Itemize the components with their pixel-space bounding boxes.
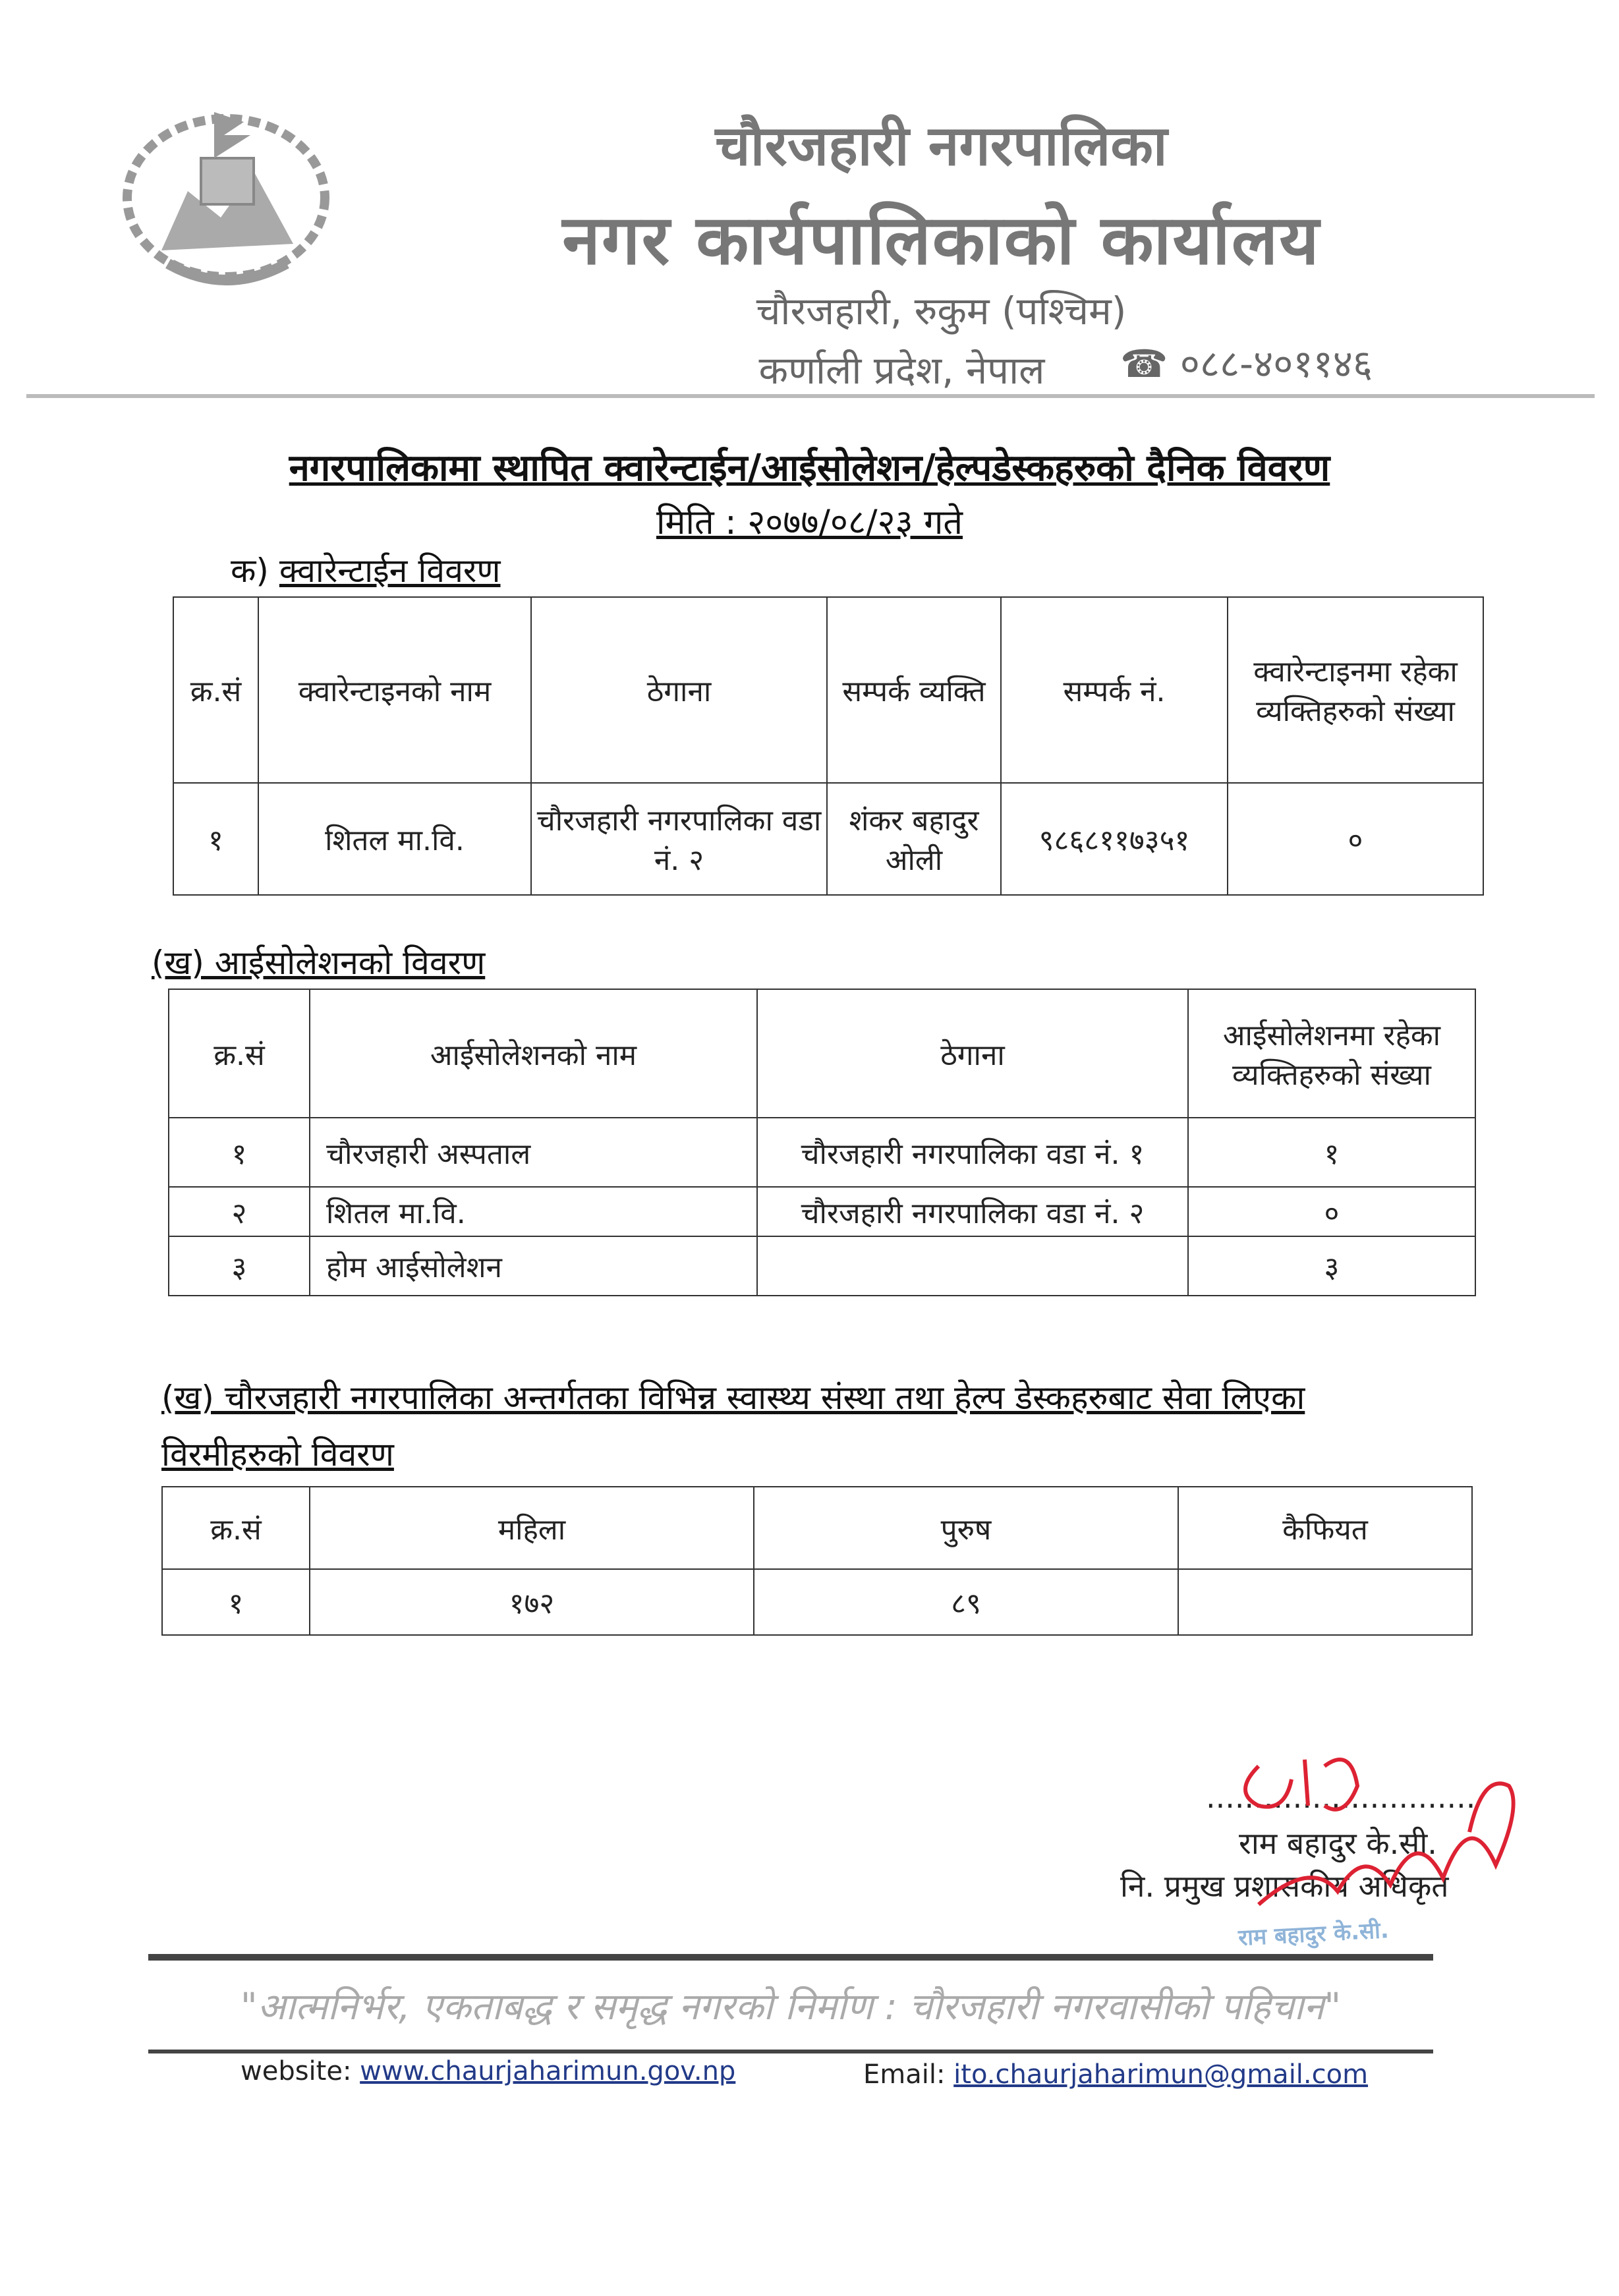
stamp-line: राम बहादुर के.सी. [1237, 1917, 1390, 1951]
col-sn: क्र.सं [173, 597, 258, 783]
document-title: नगरपालिकामा स्थापित क्वारेन्टाईन/आईसोलेशन/हेल्पडेस्कहरुको दैनिक विवरण [289, 447, 1330, 490]
isolation-table [168, 989, 1476, 1296]
cell-count: १ [1188, 1118, 1475, 1187]
handwritten-signature [1219, 1727, 1548, 1918]
cell-sn: १ [169, 1118, 310, 1187]
col-male: पुरुष [754, 1487, 1178, 1569]
cell-sn: १ [173, 783, 258, 895]
col-address: ठेगाना [531, 597, 827, 783]
cell-contact-number: ९८६८११७३५१ [1001, 783, 1228, 895]
signatory-name: राम बहादुर के.सी. [1239, 1825, 1437, 1861]
services-heading [161, 1374, 1492, 1476]
official-stamp [1237, 1907, 1517, 1981]
website-link[interactable]: www.chaurjaharimun.gov.np [360, 2056, 736, 2086]
table-row [169, 1236, 1475, 1296]
col-quarantine-name: क्वारेन्टाइनको नाम [258, 597, 531, 783]
cell-sn: २ [169, 1187, 310, 1236]
table-header-row [173, 597, 1483, 783]
services-heading-line2: विरमीहरुको विवरण [161, 1435, 394, 1474]
cell-sn: ३ [169, 1236, 310, 1296]
cell-name: चौरजहारी अस्पताल [310, 1118, 757, 1187]
col-contact-number: सम्पर्क नं. [1001, 597, 1228, 783]
services-heading-line1: (ख) चौरजहारी नगरपालिका अन्तर्गतका विभिन्न स्वास्थ्य संस्था तथा हेल्प डेस्कहरुबाट सेवा लिएका [161, 1379, 1305, 1417]
address-line-1: चौरजहारी, रुकुम (पश्चिम) [756, 289, 1127, 333]
email-label: Email: [863, 2059, 946, 2090]
table-header-row [169, 989, 1475, 1118]
quarantine-heading-text: क्वारेन्टाईन विवरण [279, 552, 501, 590]
col-address: ठेगाना [757, 989, 1188, 1118]
website-block [241, 2056, 735, 2086]
phone-block [1120, 336, 1373, 388]
cell-name: शितल मा.वि. [310, 1187, 757, 1236]
document-date: मिति : २०७७/०८/२३ गते [656, 503, 963, 542]
cell-address: चौरजहारी नगरपालिका वडा नं. १ [757, 1118, 1188, 1187]
cell-remarks [1178, 1569, 1472, 1635]
signature-dots: ............................ [1206, 1779, 1476, 1815]
cell-name: शितल मा.वि. [258, 783, 531, 895]
col-isolation-name: आईसोलेशनको नाम [310, 989, 757, 1118]
col-remarks: कैफियत [1178, 1487, 1472, 1569]
quarantine-table [173, 596, 1484, 896]
telephone-icon: ☎ [1120, 341, 1168, 386]
col-female: महिला [310, 1487, 754, 1569]
services-table [161, 1486, 1473, 1636]
email-block [863, 2059, 1368, 2090]
footer-divider-bottom [148, 2050, 1433, 2053]
col-sn: क्र.सं [162, 1487, 310, 1569]
footer-divider-top [148, 1954, 1433, 1961]
cell-address: चौरजहारी नगरपालिका वडा नं. २ [531, 783, 827, 895]
col-sn: क्र.सं [169, 989, 310, 1118]
cell-count: ० [1188, 1187, 1475, 1236]
org-name: चौरजहारी नगरपालिका [715, 113, 1168, 178]
col-persons-count: आईसोलेशनमा रहेका व्यक्तिहरुको संख्या [1188, 989, 1475, 1118]
office-name: नगर कार्यपालिकाको कार्यालय [562, 200, 1321, 280]
cell-name: होम आईसोलेशन [310, 1236, 757, 1296]
col-contact-person: सम्पर्क व्यक्ति [827, 597, 1001, 783]
cell-address [757, 1236, 1188, 1296]
address-line-2: कर्णाली प्रदेश, नेपाल [758, 348, 1045, 393]
footer-slogan: "आत्मनिर्भर, एकताबद्ध र समृद्ध नगरको निर्माण : चौरजहारी नगरवासीको पहिचान" [240, 1986, 1342, 2028]
cell-count: ० [1228, 783, 1483, 895]
header-divider [26, 394, 1595, 398]
signatory-designation: नि. प्रमुख प्रशासकीय अधिकृत [1120, 1868, 1449, 1904]
col-persons-count: क्वारेन्टाइनमा रहेका व्यक्तिहरुको संख्या [1228, 597, 1483, 783]
quarantine-heading-prefix: क) [231, 552, 269, 590]
table-row [162, 1569, 1472, 1635]
table-row [173, 783, 1483, 895]
table-row [169, 1187, 1475, 1236]
table-header-row [162, 1487, 1472, 1569]
cell-contact-person: शंकर बहादुर ओली [827, 783, 1001, 895]
email-link[interactable]: ito.chaurjaharimun@gmail.com [953, 2059, 1369, 2090]
cell-male: ८९ [754, 1569, 1178, 1635]
table-row [169, 1118, 1475, 1187]
quarantine-heading [231, 547, 500, 592]
cell-address: चौरजहारी नगरपालिका वडा नं. २ [757, 1187, 1188, 1236]
isolation-heading [152, 939, 485, 984]
isolation-heading-text: (ख) आईसोलेशनको विवरण [152, 944, 486, 982]
cell-sn: १ [162, 1569, 310, 1635]
website-label: website: [241, 2056, 352, 2086]
cell-female: १७२ [310, 1569, 754, 1635]
cell-count: ३ [1188, 1236, 1475, 1296]
phone-number: ०८८-४०११४६ [1179, 341, 1373, 386]
